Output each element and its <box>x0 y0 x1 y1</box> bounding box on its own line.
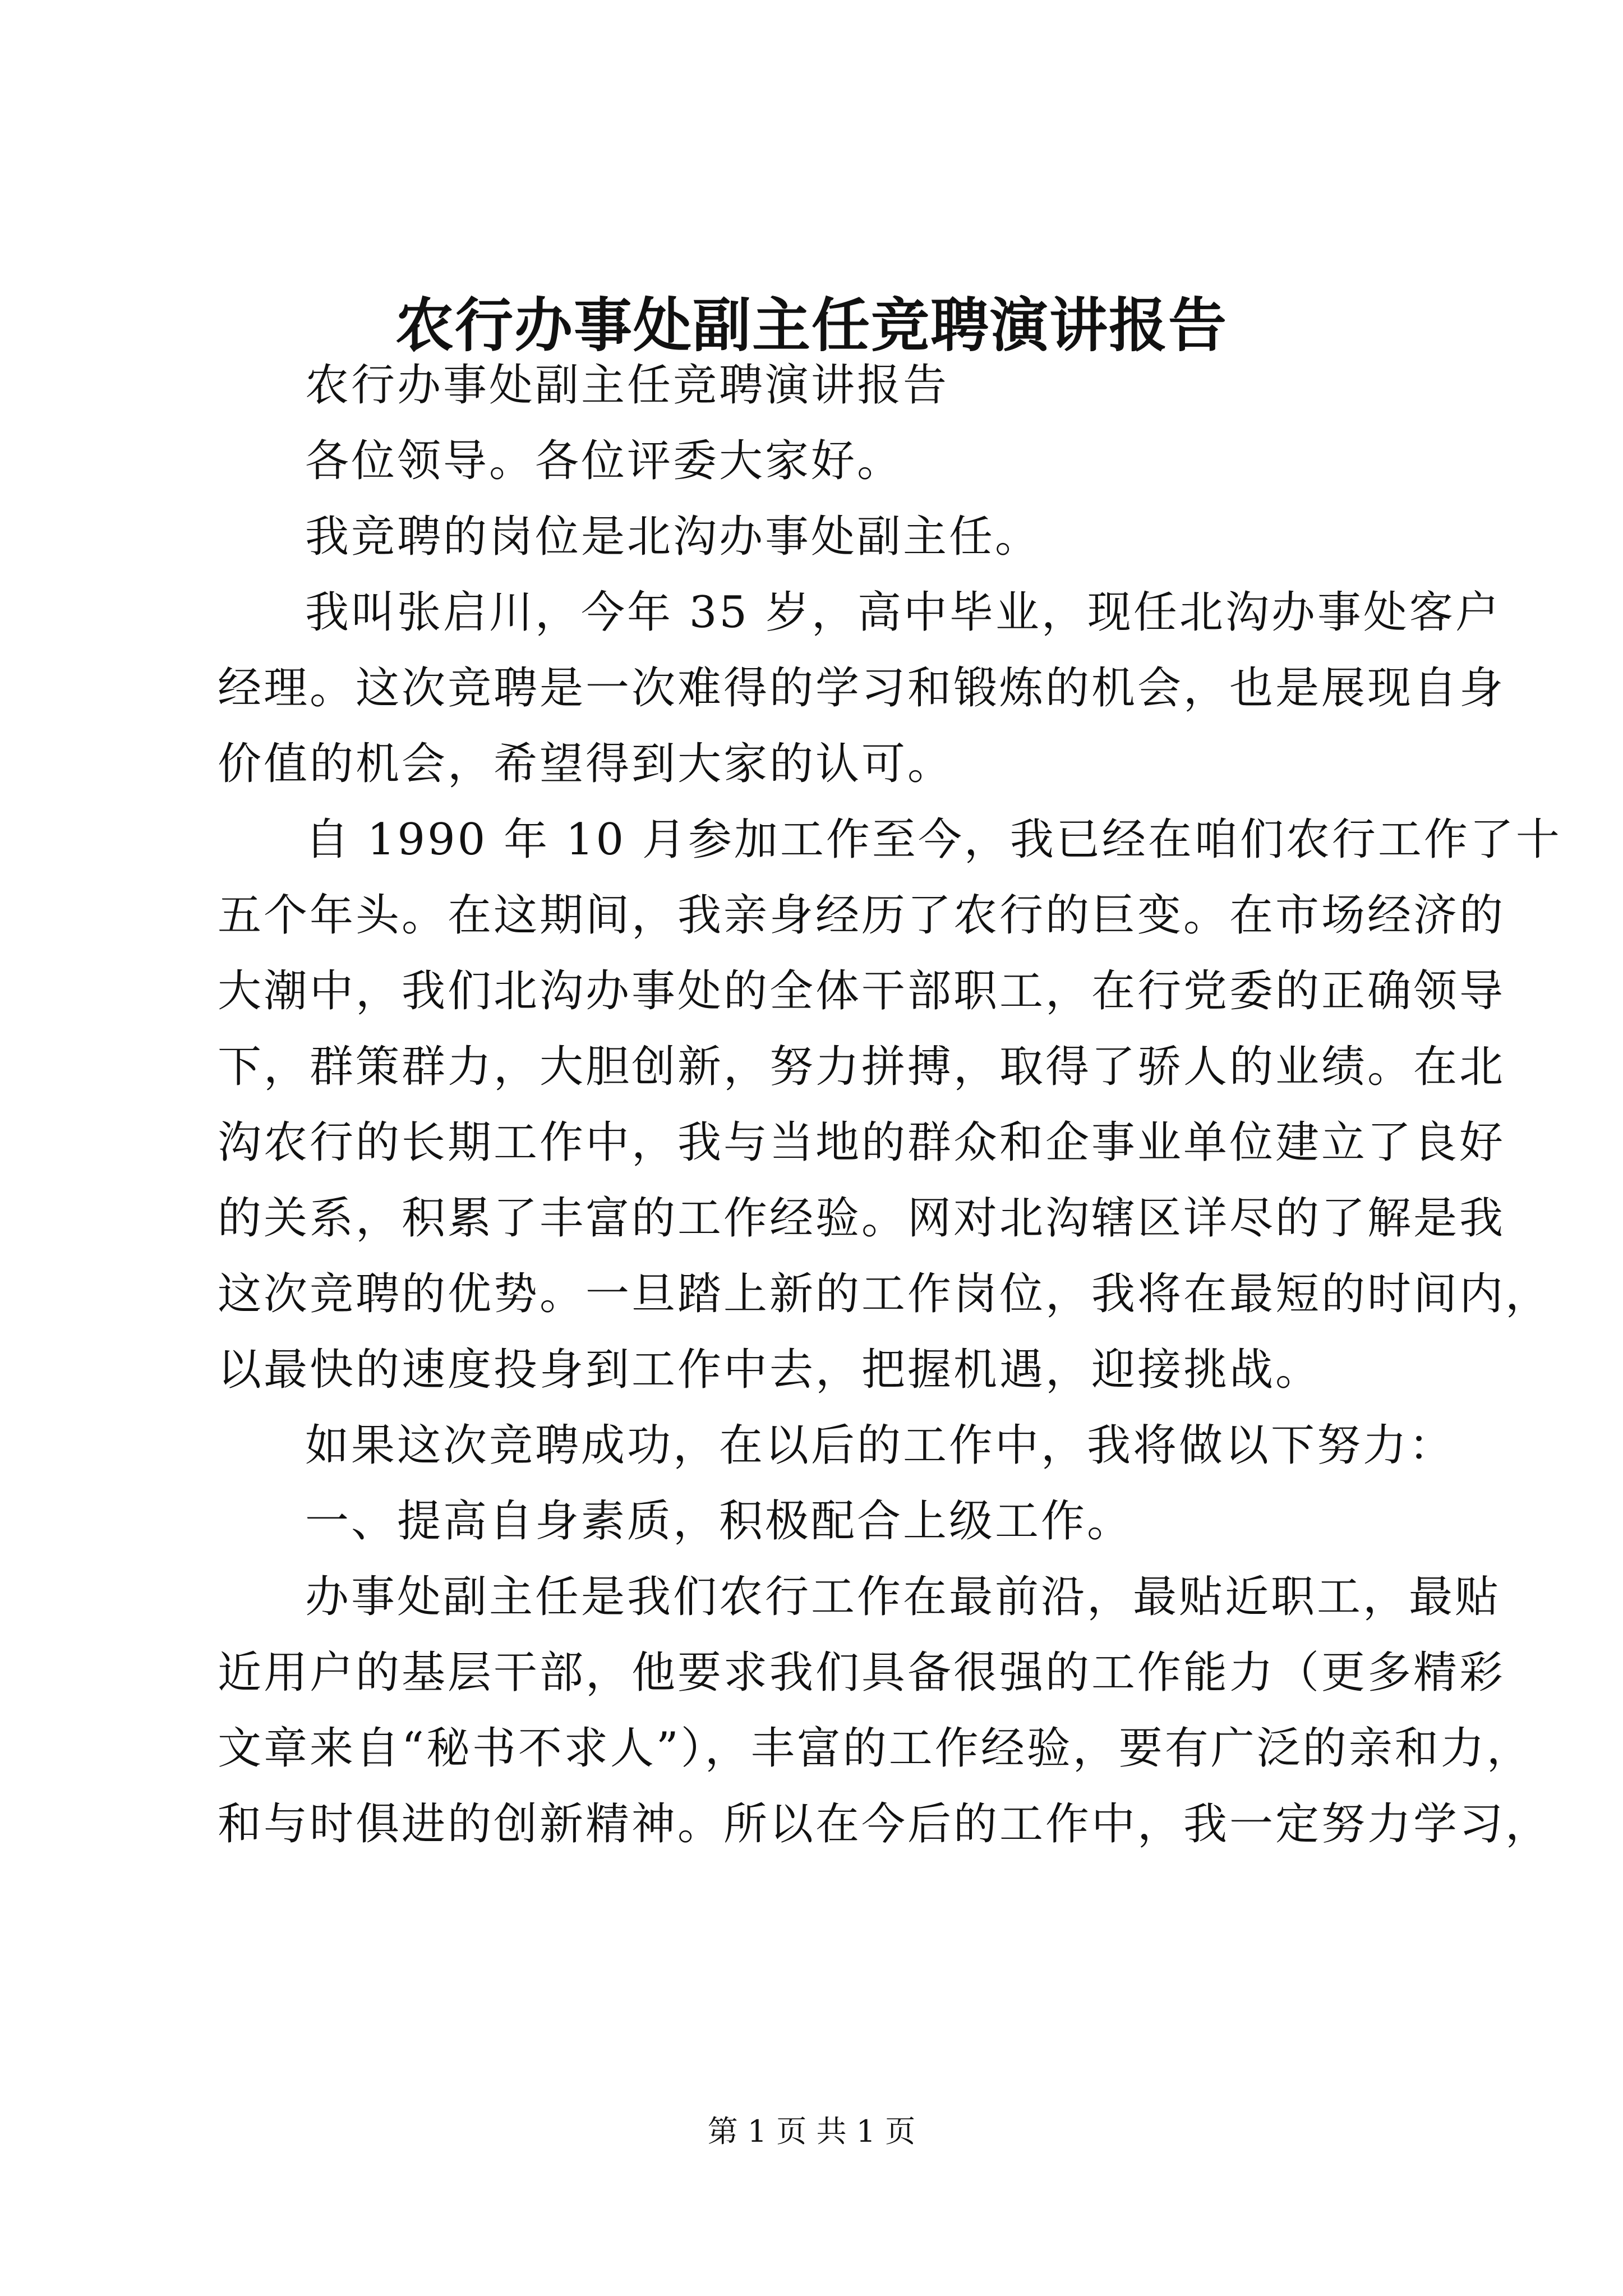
paragraph-line: 价值的机会，希望得到大家的认可。 <box>218 739 954 789</box>
document-body <box>218 348 1562 1862</box>
paragraph-line: 农行办事处副主任竞聘演讲报告 <box>305 360 949 411</box>
paragraph-line: 各位领导。各位评委大家好。 <box>305 436 903 486</box>
paragraph-line: 五个年头。在这期间，我亲身经历了农行的巨变。在市场经济的 <box>218 890 1506 941</box>
paragraph-line: 我竞聘的岗位是北沟办事处副主任。 <box>305 512 1041 562</box>
paragraph-line: 以最快的速度投身到工作中去，把握机遇，迎接挑战。 <box>218 1345 1322 1395</box>
document-title: 农行办事处副主任竞聘演讲报告 <box>395 291 1228 360</box>
paragraph-line: 自 1990 年 10 月参加工作至今，我已经在咱们农行工作了十 <box>305 815 1562 865</box>
paragraph-line: 和与时俱进的创新精神。所以在今后的工作中，我一定努力学习， <box>218 1799 1552 1849</box>
paragraph-line: 近用户的基层干部，他要求我们具备很强的工作能力（更多精彩 <box>218 1648 1506 1698</box>
paragraph-line: 经理。这次竞聘是一次难得的学习和锻炼的机会，也是展现自身 <box>218 663 1506 714</box>
paragraph-line: 一、提高自身素质，积极配合上级工作。 <box>305 1496 1133 1547</box>
paragraph-line: 如果这次竞聘成功，在以后的工作中，我将做以下努力： <box>305 1420 1455 1471</box>
paragraph-line: 办事处副主任是我们农行工作在最前沿，最贴近职工，最贴 <box>305 1572 1501 1622</box>
paragraph-line: 下，群策群力，大胆创新，努力拼搏，取得了骄人的业绩。在北 <box>218 1042 1506 1092</box>
paragraph-line: 这次竞聘的优势。一旦踏上新的工作岗位，我将在最短的时间内， <box>218 1269 1552 1319</box>
paragraph-line: 的关系，积累了丰富的工作经验。网对北沟辖区详尽的了解是我 <box>218 1193 1506 1244</box>
paragraph-line: 沟农行的长期工作中，我与当地的群众和企事业单位建立了良好 <box>218 1117 1506 1168</box>
paragraph-line: 文章来自“秘书不求人”），丰富的工作经验，要有广泛的亲和力， <box>218 1723 1533 1774</box>
paragraph-line: 大潮中，我们北沟办事处的全体干部职工，在行党委的正确领导 <box>218 966 1506 1016</box>
page-footer: 第 1 页 共 1 页 <box>707 2114 916 2149</box>
paragraph-line: 我叫张启川，今年 35 岁，高中毕业，现任北沟办事处客户 <box>305 587 1501 638</box>
